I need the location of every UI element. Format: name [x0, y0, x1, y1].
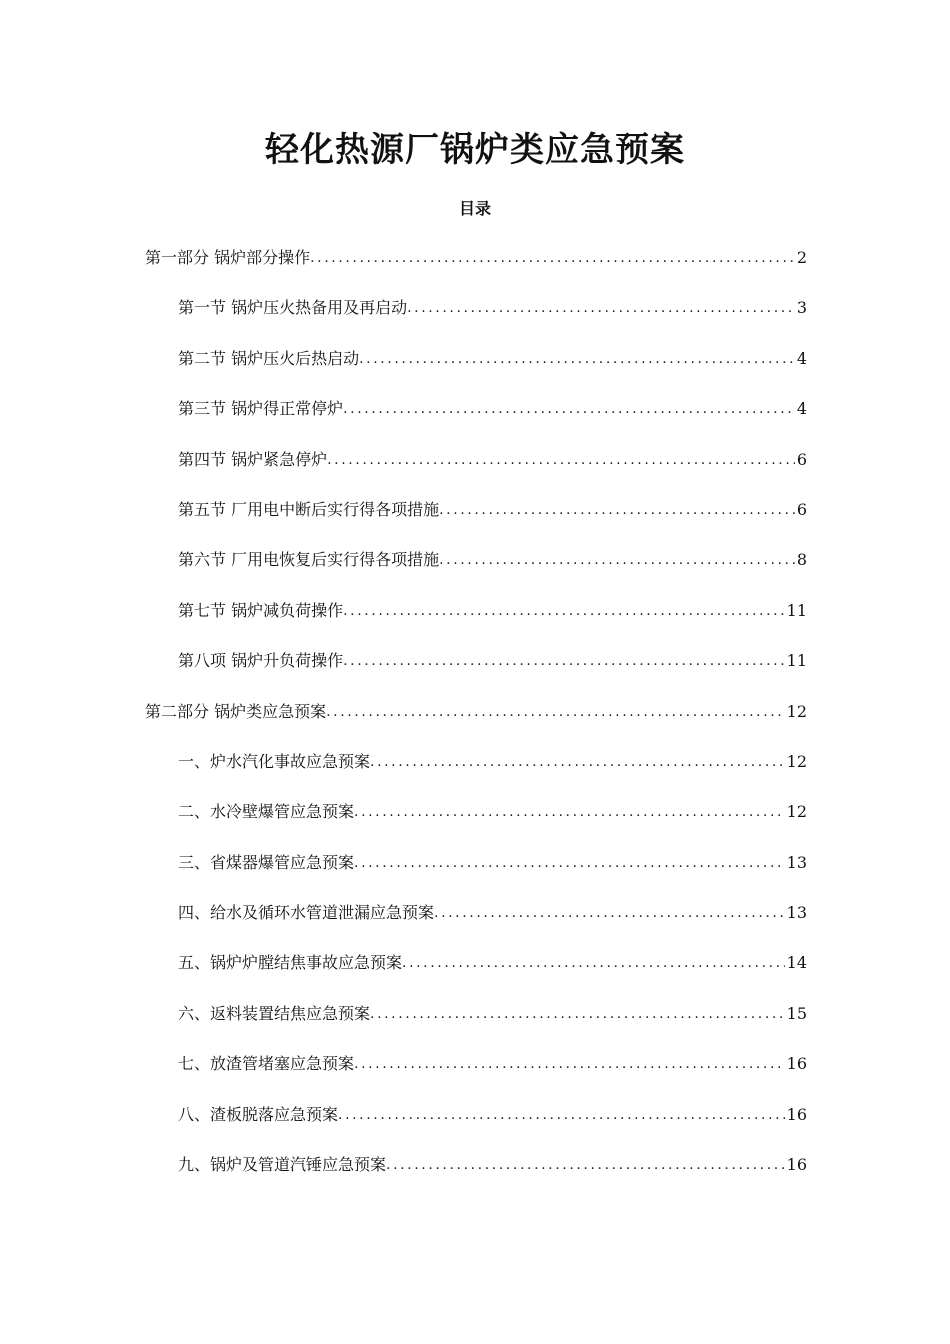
toc-entry[interactable] [0, 1002, 807, 1052]
toc-entry-label: 九、锅炉及管道汽锤应急预案 [178, 1155, 387, 1175]
toc-dot-leader [370, 1002, 785, 1026]
toc-entry-label: 七、放渣管堵塞应急预案 [178, 1054, 355, 1074]
toc-entry[interactable] [0, 800, 807, 850]
toc-entry[interactable] [0, 448, 807, 498]
toc-entry[interactable] [0, 901, 807, 951]
toc-entry[interactable] [0, 951, 807, 1001]
document-title: 轻化热源厂锅炉类应急预案 [265, 130, 685, 170]
toc-entry-page-number: 16 [786, 1104, 807, 1124]
toc-entry-page-number: 13 [786, 852, 807, 872]
toc-entry[interactable] [0, 548, 807, 598]
toc-entry[interactable] [0, 498, 807, 548]
toc-dot-leader [343, 649, 785, 673]
toc-entry-label: 第五节 厂用电中断后实行得各项措施 [178, 499, 440, 519]
toc-entry-label: 一、炉水汽化事故应急预案 [178, 751, 371, 771]
toc-entry-page-number: 4 [796, 348, 807, 368]
toc-dot-leader [407, 296, 795, 320]
toc-entry-page-number: 12 [786, 701, 807, 721]
toc-entry[interactable] [0, 1153, 807, 1203]
toc-entry[interactable] [0, 851, 807, 901]
toc-entry-page-number: 11 [786, 651, 807, 671]
toc-dot-leader [310, 246, 795, 270]
toc-entry[interactable] [0, 246, 807, 296]
toc-dot-leader [359, 347, 795, 371]
toc-dot-leader [439, 548, 795, 572]
toc-entry-page-number: 11 [786, 600, 807, 620]
toc-entry-label: 第一节 锅炉压火热备用及再启动 [178, 298, 408, 318]
toc-entry-label: 八、渣板脱落应急预案 [178, 1104, 339, 1124]
toc-dot-leader [326, 700, 785, 724]
toc-entry[interactable] [0, 397, 807, 447]
toc-entry-page-number: 13 [786, 903, 807, 923]
toc-entry[interactable] [0, 649, 807, 699]
toc-dot-leader [343, 397, 795, 421]
toc-entry-label: 第二部分 锅炉类应急预案 [145, 701, 327, 721]
toc-entry-page-number: 15 [786, 1003, 807, 1023]
toc-entry[interactable] [0, 1103, 807, 1153]
toc-entry[interactable] [0, 296, 807, 346]
toc-entry-label: 四、给水及循环水管道泄漏应急预案 [178, 903, 435, 923]
toc-entry-page-number: 16 [786, 1155, 807, 1175]
toc-dot-leader [402, 951, 785, 975]
toc-entry-label: 第六节 厂用电恢复后实行得各项措施 [178, 550, 440, 570]
toc-entry-page-number: 12 [786, 751, 807, 771]
toc-dot-leader [439, 498, 795, 522]
toc-entry-label: 六、返料装置结焦应急预案 [178, 1003, 371, 1023]
toc-entry-label: 第一部分 锅炉部分操作 [145, 248, 311, 267]
toc-entry[interactable] [0, 347, 807, 397]
toc-entry-page-number: 6 [796, 449, 807, 469]
toc-entry-page-number: 2 [796, 248, 807, 267]
toc-entry-label: 第三节 锅炉得正常停炉 [178, 399, 344, 419]
toc-entry[interactable] [0, 1052, 807, 1102]
toc-heading: 目录 [458, 199, 491, 218]
toc-dot-leader [354, 800, 785, 824]
table-of-contents [0, 246, 950, 1203]
toc-entry-page-number: 12 [786, 802, 807, 822]
toc-dot-leader [327, 448, 795, 472]
toc-dot-leader [370, 750, 785, 774]
toc-entry[interactable] [0, 750, 807, 800]
toc-entry-page-number: 16 [786, 1054, 807, 1074]
toc-dot-leader [354, 851, 785, 875]
toc-entry[interactable] [0, 700, 807, 750]
toc-entry-label: 第四节 锅炉紧急停炉 [178, 449, 328, 469]
toc-entry-label: 第二节 锅炉压火后热启动 [178, 348, 360, 368]
toc-entry-label: 第八项 锅炉升负荷操作 [178, 651, 344, 671]
toc-entry-label: 二、水冷壁爆管应急预案 [178, 802, 355, 822]
toc-entry-page-number: 8 [796, 550, 807, 570]
toc-dot-leader [386, 1153, 785, 1177]
toc-entry-page-number: 14 [786, 953, 807, 973]
toc-dot-leader [434, 901, 785, 925]
toc-dot-leader [354, 1052, 785, 1076]
toc-entry-label: 三、省煤器爆管应急预案 [178, 852, 355, 872]
toc-entry[interactable] [0, 599, 807, 649]
toc-entry-page-number: 4 [796, 399, 807, 419]
toc-dot-leader [343, 599, 785, 623]
toc-entry-page-number: 6 [796, 499, 807, 519]
toc-entry-page-number: 3 [796, 298, 807, 318]
toc-dot-leader [338, 1103, 785, 1127]
toc-entry-label: 第七节 锅炉减负荷操作 [178, 600, 344, 620]
toc-entry-label: 五、锅炉炉膛结焦事故应急预案 [178, 953, 403, 973]
